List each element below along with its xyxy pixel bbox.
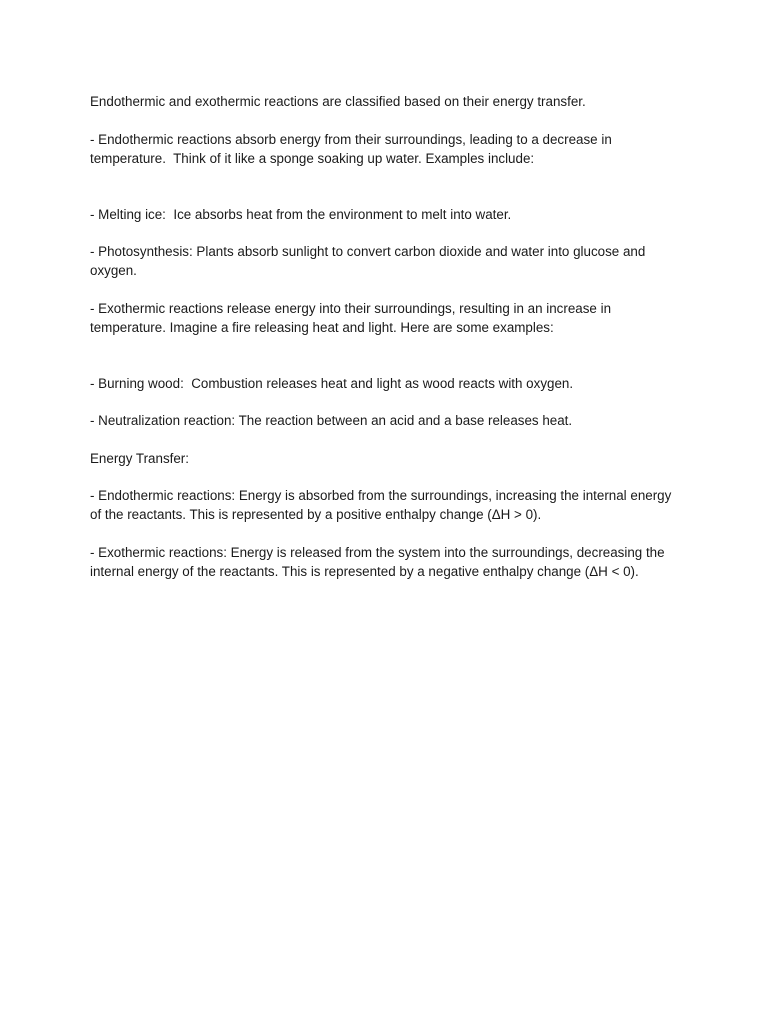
exothermic-energy-transfer-paragraph: - Exothermic reactions: Energy is released from the system into the surroundings, decreasing the internal energy of the reactants. This is represented by a negative enthalpy change (ΔH < 0). <box>90 544 669 579</box>
energy-transfer-heading: Energy Transfer: <box>90 450 189 466</box>
exothermic-definition-paragraph: - Exothermic reactions release energy into their surroundings, resulting in an increase in temperature. Imagine a fire releasing heat and light. Here are some examples: <box>90 300 615 335</box>
burning-wood-example: - Burning wood: Combustion releases heat and light as wood reacts with oxygen. <box>90 375 574 391</box>
intro-paragraph: Endothermic and exothermic reactions are classified based on their energy transfer. <box>90 94 586 109</box>
endothermic-definition-paragraph: - Endothermic reactions absorb energy from their surroundings, leading to a decrease in temperature. Think of it like a sponge soaking up water. Examples include: <box>90 131 616 166</box>
photosynthesis-example: - Photosynthesis: Plants absorb sunlight to convert carbon dioxide and water into glucose and oxygen. <box>90 244 650 278</box>
neutralization-example: - Neutralization reaction: The reaction between an acid and a base releases heat. <box>90 413 573 428</box>
melting-ice-example: - Melting ice: Ice absorbs heat from the environment to melt into water. <box>90 206 512 222</box>
endothermic-energy-transfer-paragraph: - Endothermic reactions: Energy is absorbed from the surroundings, increasing the internal energy of the reactants. This is represented by a positive enthalpy change (ΔH > 0). <box>90 488 676 522</box>
document-body <box>90 92 680 599</box>
